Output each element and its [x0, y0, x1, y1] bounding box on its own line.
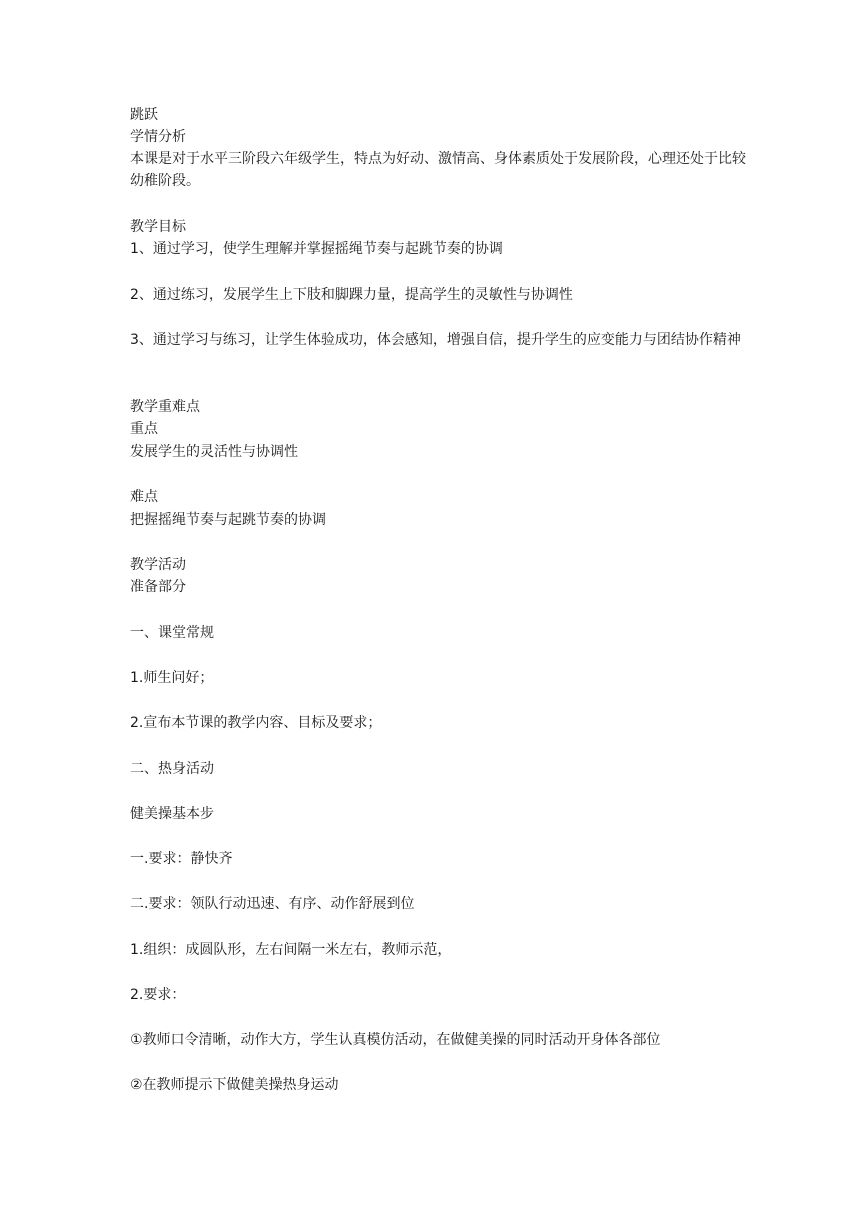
routine-item-2: 2.宣布本节课的教学内容、目标及要求；	[130, 715, 382, 731]
key-point-text: 发展学生的灵活性与协调性	[130, 444, 298, 460]
circled-item-2: ②在教师提示下做健美操热身运动	[130, 1077, 339, 1093]
organization-item-2: 2.要求：	[130, 987, 186, 1003]
organization-item-1: 1.组织：成圆队形，左右间隔一米左右，教师示范，	[130, 942, 452, 958]
routine-item-1: 1.师生问好；	[130, 670, 214, 686]
analysis-paragraph: 本课是对于水平三阶段六年级学生，特点为好动、激情高、身体素质处于发展阶段，心理还处于比较幼稚阶段。	[130, 151, 746, 189]
warmup-name: 健美操基本步	[130, 806, 214, 822]
requirement-2: 二.要求：领队行动迅速、有序、动作舒展到位	[130, 896, 415, 912]
requirement-1: 一.要求：静快齐	[130, 851, 233, 867]
document-title: 跳跃	[130, 107, 158, 123]
section-heading-key-points: 教学重难点	[130, 399, 200, 415]
difficulty-text: 把握摇绳节奏与起跳节奏的协调	[130, 512, 326, 528]
goal-item-1: 1、通过学习，使学生理解并掌握摇绳节奏与起跳节奏的协调	[130, 241, 503, 257]
key-point-heading: 重点	[130, 421, 158, 437]
goal-item-3: 3、通过学习与练习，让学生体验成功，体会感知，增强自信，提升学生的应变能力与团结协作精神	[130, 332, 741, 348]
section-heading-activities: 教学活动	[130, 557, 186, 573]
prep-part-heading: 准备部分	[130, 579, 186, 595]
goal-item-2: 2、通过练习，发展学生上下肢和脚踝力量，提高学生的灵敏性与协调性	[130, 287, 573, 303]
circled-item-1: ①教师口令清晰，动作大方，学生认真模仿活动，在做健美操的同时活动开身体各部位	[130, 1032, 661, 1048]
warmup-heading: 二、热身活动	[130, 761, 214, 777]
difficulty-heading: 难点	[130, 489, 158, 505]
section-heading-goals: 教学目标	[130, 219, 186, 235]
routine-heading: 一、课堂常规	[130, 625, 214, 641]
section-heading-analysis: 学情分析	[130, 129, 186, 145]
